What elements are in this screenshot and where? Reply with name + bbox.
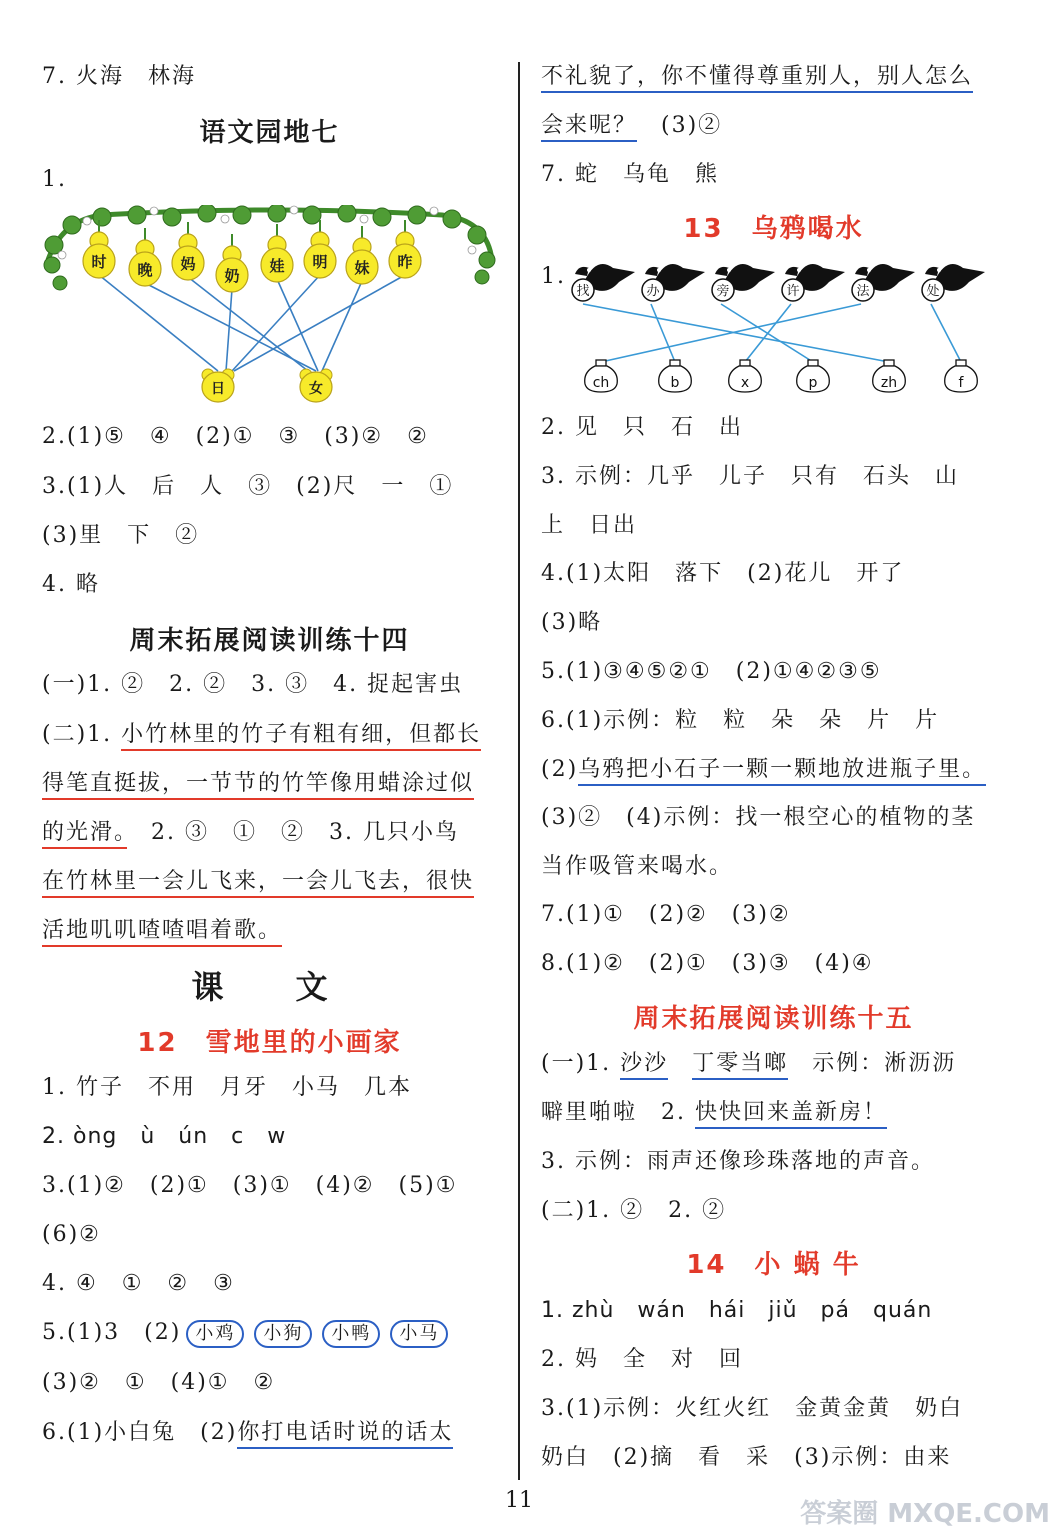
- answer-line: 4. ④ ① ② ③: [42, 1271, 235, 1296]
- pot-label: ch: [592, 375, 610, 391]
- watermark-logo: [800, 1493, 1050, 1530]
- underlined-answer: 活地叽叽喳喳唱着歌。: [42, 918, 282, 947]
- radical-flower: [300, 369, 332, 402]
- radical-label: 女: [309, 381, 323, 397]
- crow-label: 办: [646, 284, 660, 299]
- gourd: [216, 234, 248, 292]
- answer-line: (3)里 下 ②: [42, 523, 200, 548]
- circled-word: 小鸭: [322, 1320, 380, 1348]
- underlined-answer: 不礼貌了，你不懂得尊重别人，别人怎么: [541, 64, 973, 93]
- crow: [922, 264, 985, 301]
- gourd: [261, 224, 293, 282]
- answer-line: [42, 818, 459, 848]
- answer-line: 7.(1)① (2)② (3)②: [541, 902, 791, 927]
- crow-matching-diagram: [569, 252, 1006, 402]
- answer-line: [42, 769, 474, 799]
- gourd-label: 昨: [397, 253, 413, 271]
- section-title: 语文园地七: [199, 118, 340, 148]
- answer-label: 噼里啪啦 2.: [541, 1100, 695, 1125]
- gourd-label: 时: [91, 253, 107, 271]
- page-number: 11: [505, 1488, 533, 1513]
- pot-label: f: [958, 375, 964, 391]
- gourd: [83, 220, 115, 278]
- underlined-answer: 小竹林里的竹子有粗有细，但都长: [121, 722, 481, 751]
- answer-line: 上 日出: [541, 513, 638, 538]
- answer-line: 4.(1)太阳 落下 (2)花儿 开了: [541, 561, 905, 586]
- gourd-label: 明: [312, 253, 328, 271]
- answer-line: 3. 示例：雨声还像珍珠落地的声音。: [541, 1149, 935, 1174]
- answer-label: (一)1.: [541, 1051, 621, 1076]
- answer-line: [42, 1318, 453, 1348]
- answer-text: 示例：淅沥沥: [788, 1051, 957, 1076]
- gourd-label: 妹: [354, 259, 370, 277]
- answer-line: (一)1. ② 2. ② 3. ③ 4. 捉起害虫: [42, 672, 464, 697]
- section-title: 课 文: [191, 968, 348, 1006]
- crow: [782, 264, 845, 301]
- answer-line: 1. 竹子 不用 月牙 小马 几本: [42, 1075, 412, 1100]
- answer-line: [42, 916, 282, 946]
- underlined-answer: 会来呢？: [541, 113, 637, 142]
- answer-line: 2.(1)⑤ ④ (2)① ③ (3)② ②: [42, 424, 429, 449]
- answer-line: 当作吸管来喝水。: [541, 854, 734, 879]
- pot: [729, 360, 762, 392]
- gourd: [304, 220, 336, 278]
- answer-line: [541, 1098, 887, 1128]
- gourd-matching-diagram: [42, 205, 497, 410]
- crow: [852, 264, 915, 301]
- answer-line: (3)略: [541, 610, 603, 635]
- underlined-answer: 得笔直挺拔，一节节的竹竿像用蜡涂过似: [42, 771, 474, 800]
- gourd-label: 娃: [269, 257, 285, 275]
- crow-label: 处: [926, 284, 940, 299]
- underlined-answer: 丁零当啷: [692, 1051, 788, 1080]
- gourd-label: 奶: [224, 267, 240, 285]
- pot-label: zh: [880, 375, 898, 391]
- answer-line: [541, 111, 722, 141]
- circled-word: 小马: [390, 1320, 448, 1348]
- answer-line: [42, 867, 474, 897]
- answer-line: (6)②: [42, 1222, 101, 1247]
- gourd: [129, 228, 161, 286]
- answer-line: 3.(1)示例：火红火红 金黄金黄 奶白: [541, 1396, 964, 1421]
- answer-text: 2. ③ ① ② 3. 几只小鸟: [127, 820, 459, 845]
- pot-group: [585, 360, 978, 392]
- section-title: 周末拓展阅读训练十四: [129, 626, 410, 656]
- answer-line: 2. 妈 全 对 回: [541, 1347, 743, 1372]
- answer-label: (二)1.: [42, 722, 122, 747]
- radical-label: 日: [211, 381, 225, 397]
- answer-line: [42, 1418, 453, 1448]
- lesson-title: 14 小 蜗 牛: [686, 1250, 861, 1280]
- watermark-text: 答案圈 MXQE.COM: [800, 1499, 1050, 1529]
- answer-line: 4. 略: [42, 572, 100, 597]
- crow: [572, 264, 635, 301]
- answer-line: 5.(1)③④⑤②① (2)①④②③⑤: [541, 659, 882, 684]
- answer-line: 6.(1)示例：粒 粒 朵 朵 片 片: [541, 708, 940, 733]
- gourd-group: [83, 220, 421, 292]
- answer-line: 1.: [42, 167, 67, 192]
- crow-label: 法: [856, 284, 870, 299]
- crow: [712, 264, 775, 301]
- gourd-label: 晚: [137, 261, 153, 279]
- crow: [642, 264, 705, 301]
- pot: [585, 360, 618, 392]
- crow-group: [572, 264, 985, 301]
- pot-label: x: [740, 375, 750, 391]
- answer-line: (3)② (4)示例：找一根空心的植物的茎: [541, 805, 976, 830]
- pot: [659, 360, 692, 392]
- underlined-answer: 乌鸦把小石子一颗一颗地放进瓶子里。: [578, 757, 986, 786]
- underlined-answer: 你打电话时说的话太: [237, 1420, 453, 1449]
- answer-label: (2): [541, 757, 579, 782]
- answer-line: 2. 见 只 石 出: [541, 415, 743, 440]
- gourd-label: 妈: [180, 255, 196, 273]
- column-divider: [518, 62, 520, 1480]
- crow-label: 找: [576, 284, 590, 299]
- pot: [873, 360, 906, 392]
- underlined-answer: 沙沙: [620, 1051, 668, 1080]
- answer-text: (3)②: [637, 113, 723, 138]
- answer-line: (3)② ① (4)① ②: [42, 1370, 276, 1395]
- radical-group: [202, 369, 332, 402]
- answer-line: 1.: [541, 264, 566, 289]
- circled-word: 小鸡: [186, 1320, 244, 1348]
- answer-line: 3.(1)② (2)① (3)① (4)② (5)①: [42, 1173, 458, 1198]
- lesson-title: 12 雪地里的小画家: [137, 1028, 402, 1058]
- answer-line: 3.(1)人 后 人 ③ (2)尺 一 ①: [42, 474, 454, 499]
- underlined-answer: 的光滑。: [42, 820, 127, 849]
- answer-line: (二)1. ② 2. ②: [541, 1198, 727, 1223]
- answer-label: 5.(1)3 (2): [42, 1320, 182, 1345]
- pot-label: p: [808, 375, 818, 391]
- pot: [945, 360, 978, 392]
- section-title: 周末拓展阅读训练十五: [633, 1004, 914, 1034]
- answer-line: [541, 62, 973, 92]
- answer-line: 3. 示例：几乎 儿子 只有 石头 山: [541, 464, 959, 489]
- answer-line: [541, 1049, 956, 1079]
- answer-label: 6.(1)小白兔 (2): [42, 1420, 238, 1445]
- radical-flower: [202, 369, 234, 402]
- pot: [797, 360, 830, 392]
- gourd: [389, 220, 421, 278]
- gourd: [172, 222, 204, 280]
- underlined-answer: 在竹林里一会儿飞来，一会儿飞去，很快: [42, 869, 474, 898]
- answer-line: 2. òng ù ún c w: [42, 1124, 287, 1149]
- crow-label: 旁: [716, 284, 730, 299]
- gourd: [346, 226, 378, 284]
- answer-line: 奶白 (2)摘 看 采 (3)示例：由来: [541, 1445, 952, 1470]
- answer-line: [541, 755, 986, 785]
- answer-line: [42, 720, 481, 750]
- answer-line: 8.(1)② (2)① (3)③ (4)④: [541, 951, 874, 976]
- answer-line: 7. 蛇 乌龟 熊: [541, 162, 719, 187]
- pot-label: b: [670, 375, 680, 391]
- answer-line: 1. zhù wán hái jiǔ pá quán: [541, 1298, 933, 1323]
- answer-line: 7. 火海 林海: [42, 64, 196, 89]
- lesson-title: 13 乌鸦喝水: [683, 214, 864, 244]
- crow-label: 许: [786, 284, 800, 299]
- circled-word: 小狗: [254, 1320, 312, 1348]
- underlined-answer: 快快回来盖新房！: [695, 1100, 887, 1129]
